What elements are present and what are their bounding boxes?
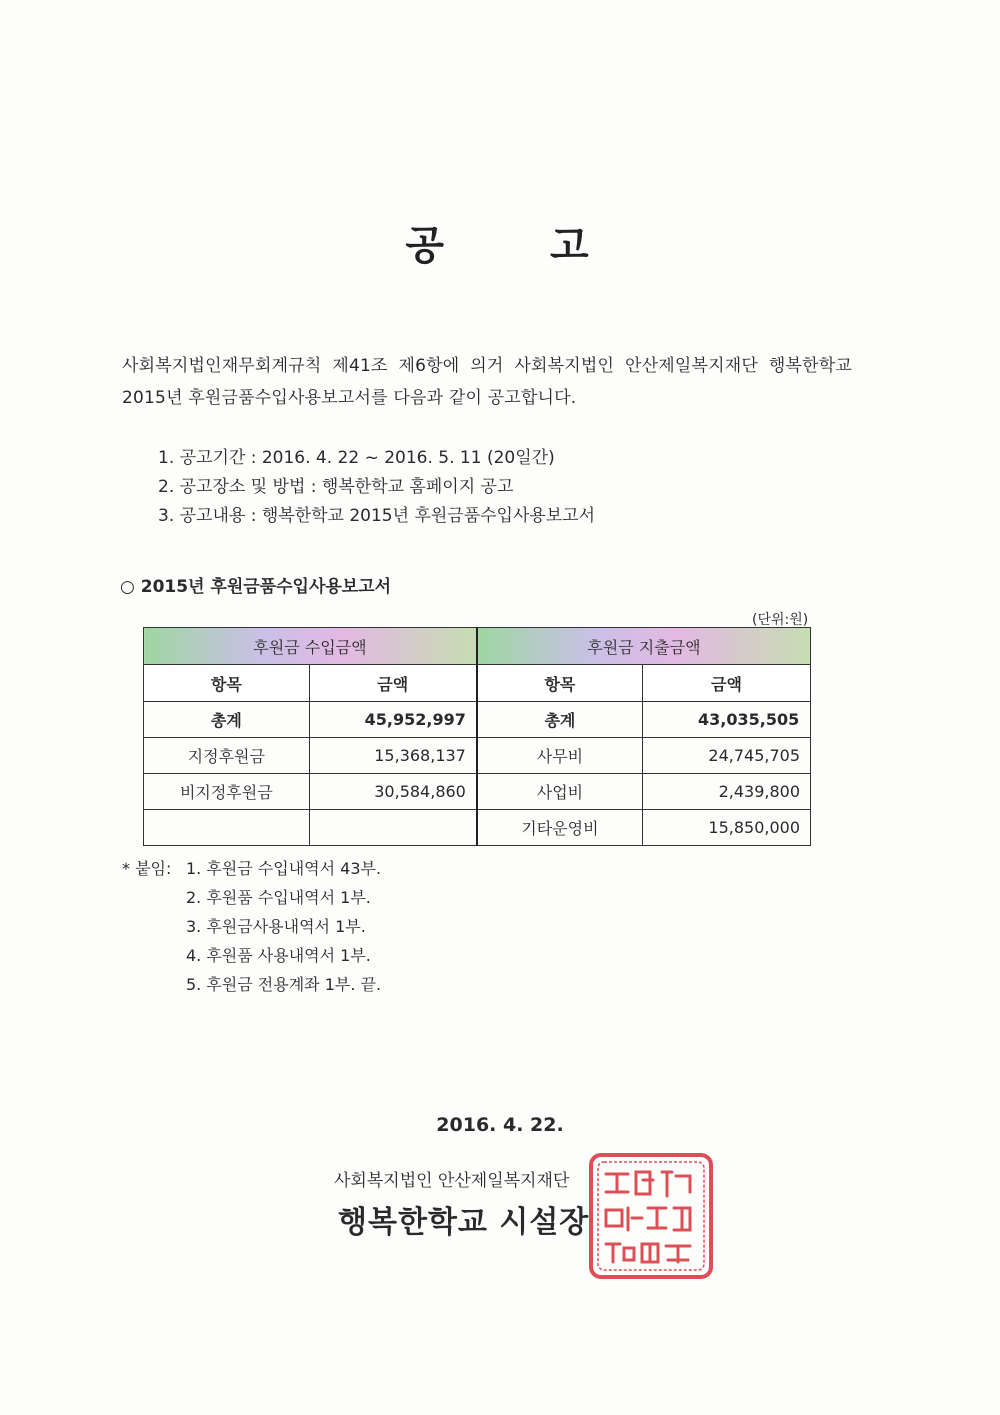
official-seal-icon [588,1152,714,1280]
attachments-prefix: * 붙임: [122,859,172,878]
signer-title: 행복한학교 시설장 [338,1205,590,1240]
expense-label: 총계 [477,702,643,738]
expense-label: 사업비 [477,774,643,810]
income-amount: 15,368,137 [309,738,477,774]
income-label: 비지정후원금 [144,774,310,810]
income-item-column: 항목 [144,665,310,702]
income-group-header: 후원금 수입금액 [144,628,477,665]
income-amount: 45,952,997 [309,702,477,738]
expense-amount: 15,850,000 [643,810,811,846]
attachment-item: 1. 후원금 수입내역서 43부. [186,859,382,878]
attachments [122,854,381,999]
table-row [144,810,811,846]
expense-group-header: 후원금 지출금액 [477,628,811,665]
attachment-item: 4. 후원품 사용내역서 1부. [186,946,371,965]
notice-items [158,444,595,531]
unit-label: (단위:원) [752,612,809,628]
income-label [144,810,310,846]
table-row [144,738,811,774]
organization-name: 사회복지법인 안산제일복지재단 [334,1171,570,1191]
section-heading: ○ 2015년 후원금품수입사용보고서 [120,577,392,597]
income-amount: 30,584,860 [309,774,477,810]
expense-item-column: 항목 [477,665,643,702]
attachment-item: 2. 후원품 수입내역서 1부. [186,888,371,907]
income-amount-column: 금액 [309,665,477,702]
income-label: 지정후원금 [144,738,310,774]
income-amount [309,810,477,846]
expense-amount: 43,035,505 [643,702,811,738]
notice-item-place: 2. 공고장소 및 방법 : 행복한학교 홈페이지 공고 [158,477,514,497]
donation-report-table [143,627,811,846]
attachment-item: 5. 후원금 전용계좌 1부. 끝. [186,975,382,994]
intro-paragraph: 사회복지법인재무회계규칙 제41조 제6항에 의거 사회복지법인 안산제일복지재단 행복한학교 2015년 후원금품수입사용보고서를 다음과 같이 공고합니다. [122,356,852,408]
expense-amount: 2,439,800 [643,774,811,810]
notice-item-content: 3. 공고내용 : 행복한학교 2015년 후원금품수입사용보고서 [158,506,596,526]
income-label: 총계 [144,702,310,738]
expense-amount: 24,745,705 [643,738,811,774]
notice-item-period: 1. 공고기간 : 2016. 4. 22 ~ 2016. 5. 11 (20일간) [158,448,555,468]
attachment-item: 3. 후원금사용내역서 1부. [186,917,366,936]
table-row [144,774,811,810]
expense-label: 기타운영비 [477,810,643,846]
expense-label: 사무비 [477,738,643,774]
expense-amount-column: 금액 [643,665,811,702]
table-row [144,702,811,738]
notice-date: 2016. 4. 22. [436,1114,564,1136]
notice-title: 공 고 [405,223,635,269]
